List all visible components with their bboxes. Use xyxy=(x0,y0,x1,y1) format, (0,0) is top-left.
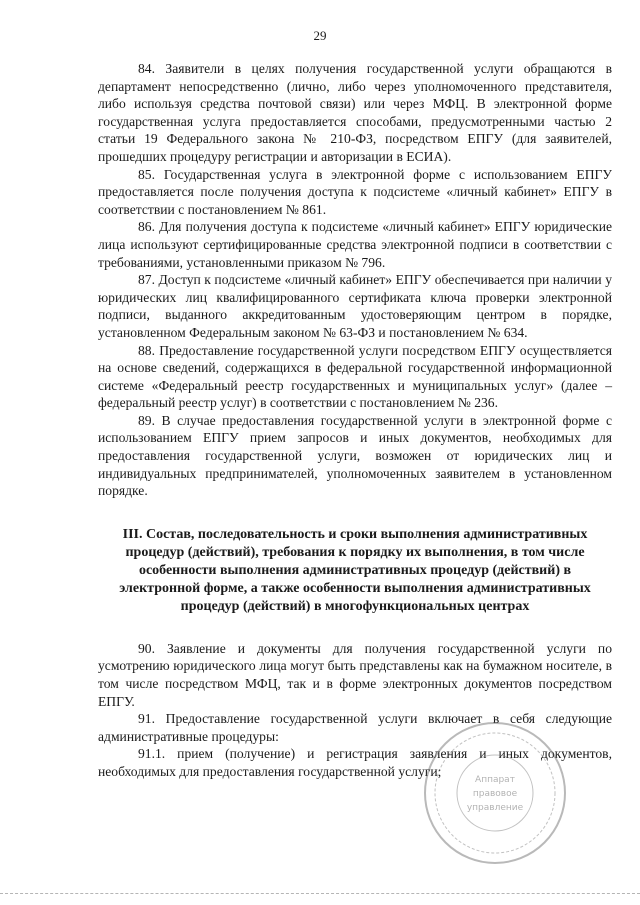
section-heading: III. Состав, последовательность и сроки выполнения административных процедур (действий), требования к порядку их выполнения, в том числе особенности выполнения административных процедур (действий) в электронной форме, а также особенности выполнения административных процедур (действий) в многофункциональных центрах xyxy=(119,526,591,614)
paragraph-90: 90. Заявление и документы для получения государственной услуги по усмотрению юридического лица могут быть представлены как на бумажном носителе, в том числе посредством МФЦ, так и в форме электронных документов посредством ЕПГУ. xyxy=(98,640,612,709)
stamp-text-line2: правовое xyxy=(472,789,518,799)
document-body xyxy=(98,60,612,781)
paragraph-91: 91. Предоставление государственной услуги включает в себя следующие административные процедуры: xyxy=(98,711,612,744)
stamp-text-line3: управление xyxy=(466,803,524,813)
paragraph-84: 84. Заявители в целях получения государственной услуги обращаются в департамент непосредственно (лично, либо через уполномоченного представителя, либо используя средства почтовой связи) или через МФЦ. В электронной форме государственная услуга предоставляется способами, предусмотренными частью 2 статьи 19 Федерального закона № 210-ФЗ, посредством ЕПГУ (для заявителей, прошедших процедуру регистрации и авторизации в ЕСИА). xyxy=(98,61,612,164)
page-number: 29 xyxy=(313,28,327,43)
paragraph-88: 88. Предоставление государственной услуги посредством ЕПГУ осуществляется на основе сведений, содержащихся в федеральной государственной информационной системе «Федеральный реестр государственных и муниципальных услуг» (далее – федеральный реестр услуг) в соответствии с постановлением № 236. xyxy=(98,342,612,411)
paragraph-91-1: 91.1. прием (получение) и регистрация заявления и иных документов, необходимых для предоставления государственной услуги; xyxy=(98,746,612,779)
paragraph-85: 85. Государственная услуга в электронной форме с использованием ЕПГУ предоставляется после получения доступа к подсистеме «личный кабинет» ЕПГУ в соответствии с постановлением № 861. xyxy=(98,166,612,217)
paragraph-87: 87. Доступ к подсистеме «личный кабинет» ЕПГУ обеспечивается при наличии у юридических лиц квалифицированного сертификата ключа проверки электронной подписи, выданного аккредитованным удостоверяющим центром в порядке, установленном Федеральным законом № 63-ФЗ и постановлением № 634. xyxy=(98,272,612,340)
paragraph-89: 89. В случае предоставления государственной услуги в электронной форме с использованием ЕПГУ прием запросов и иных документов, необходимых для предоставления государственной услуги, возможен от юридических лиц и индивидуальных предпринимателей, уполномоченных заявителем в установленном порядке. xyxy=(98,412,612,499)
page-bottom-edge xyxy=(0,893,640,894)
paragraph-86: 86. Для получения доступа к подсистеме «личный кабинет» ЕПГУ юридические лица используют сертифицированные средства электронной подписи в соответствии с требованиями, установленными приказом № 796. xyxy=(98,219,612,270)
stamp-text-line1: Аппарат xyxy=(475,775,515,785)
